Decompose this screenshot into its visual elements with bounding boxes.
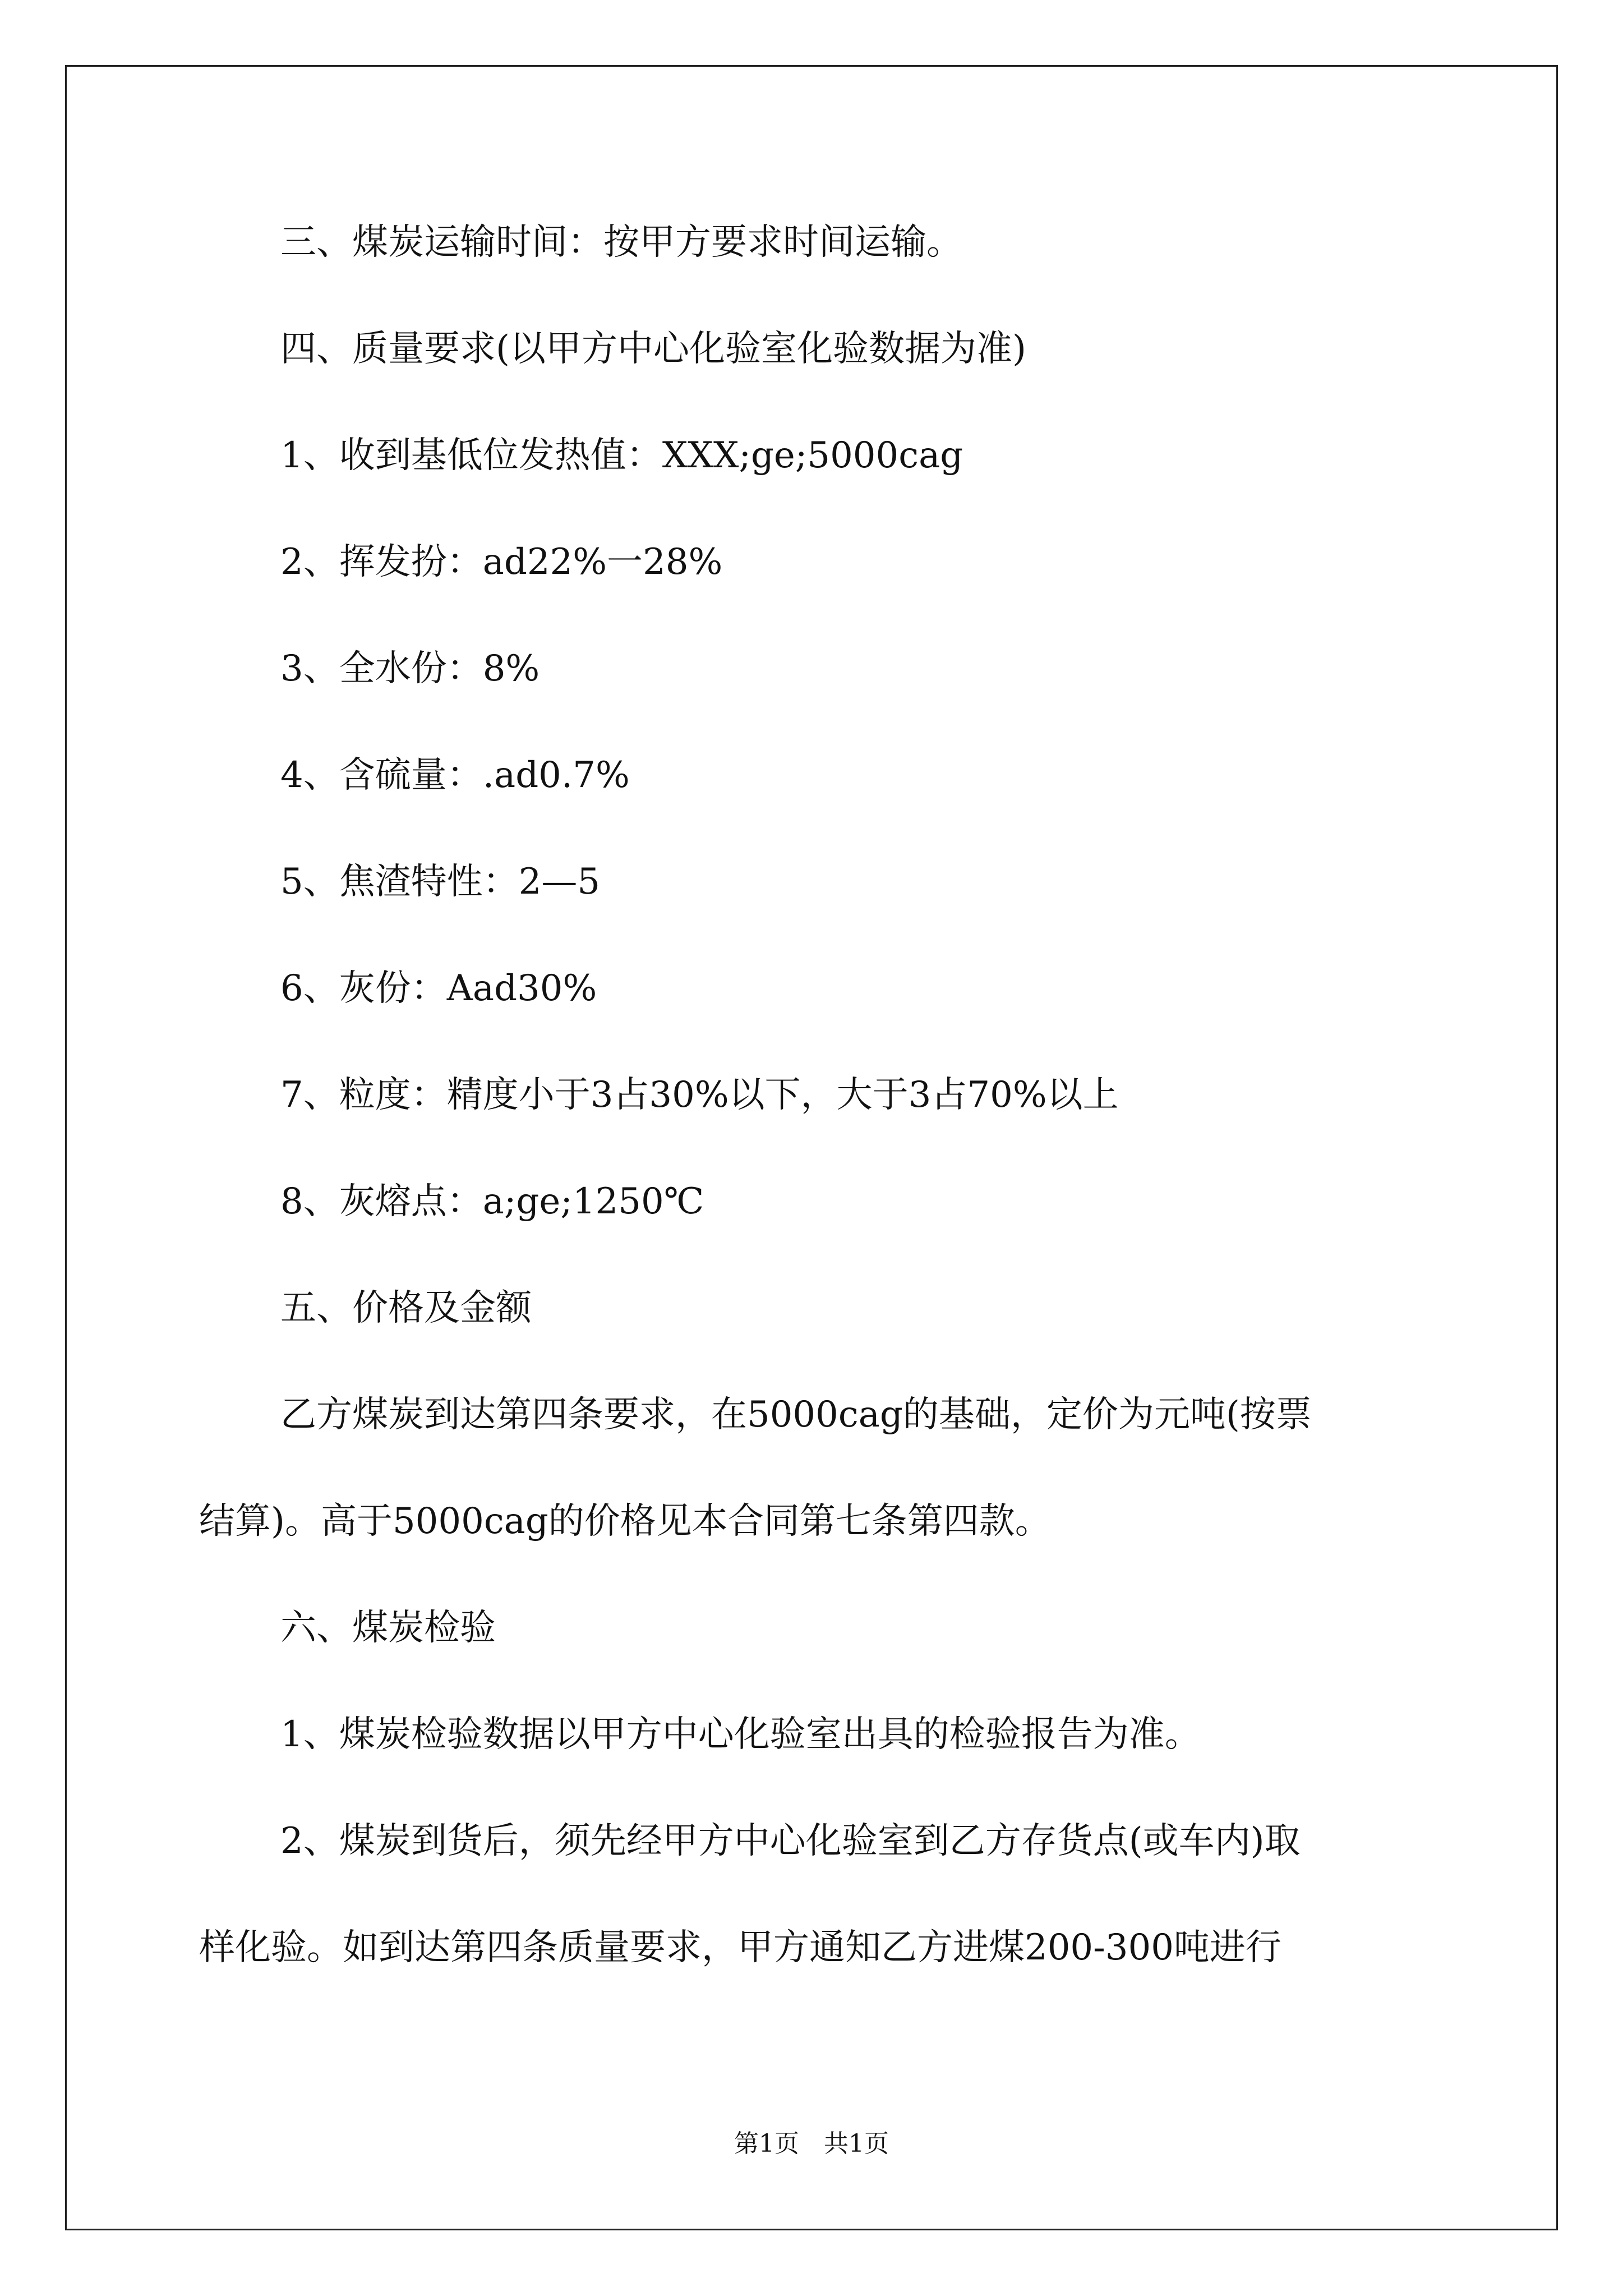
quality-item-6: 6、灰份：Aad30% [280,968,597,1009]
section-6-heading: 六、煤炭检验 [280,1607,496,1649]
quality-item-5: 5、焦渣特性：2—5 [280,861,601,903]
quality-item-4: 4、含硫量：.ad0.7% [280,754,630,796]
price-paragraph-line-2: 结算)。高于5000cag的价格见本合同第七条第四款。 [199,1501,1051,1542]
inspection-item-1: 1、煤炭检验数据以甲方中心化验室出具的检验报告为准。 [280,1714,1201,1755]
inspection-item-2-line-1: 2、煤炭到货后，须先经甲方中心化验室到乙方存货点(或车内)取 [280,1820,1301,1862]
page-footer [0,2129,1623,2158]
section-3-heading: 三、煤炭运输时间：按甲方要求时间运输。 [280,222,962,263]
quality-item-2: 2、挥发扮：ad22%一28% [280,541,723,583]
page-number: 第1页 [734,2129,799,2158]
quality-item-1: 1、收到基低位发热值：XXX;ge;5000cag [280,435,963,476]
quality-item-8: 8、灰熔点：a;ge;1250℃ [280,1181,704,1222]
price-paragraph-line-1: 乙方煤炭到达第四条要求，在5000cag的基础，定价为元吨(按票 [280,1394,1312,1435]
page-total: 共1页 [824,2129,889,2158]
section-5-heading: 五、价格及金额 [280,1287,532,1329]
page-border [65,65,1558,2230]
inspection-item-2-line-2: 样化验。如到达第四条质量要求，甲方通知乙方进煤200-300吨进行 [199,1927,1281,1968]
quality-item-3: 3、全水份：8% [280,648,540,689]
quality-item-7: 7、粒度：精度小于3占30%以下，大于3占70%以上 [280,1074,1119,1116]
section-4-heading: 四、质量要求(以甲方中心化验室化验数据为准) [280,328,1026,370]
